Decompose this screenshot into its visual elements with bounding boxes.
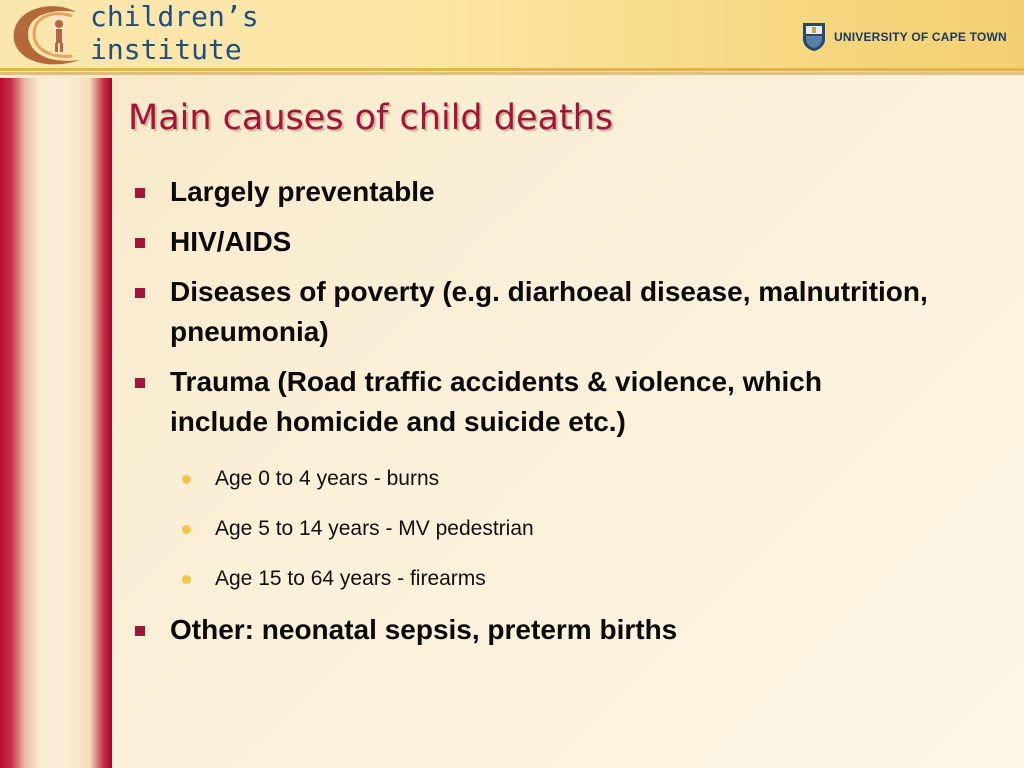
- sub-bullet-item: [132, 566, 992, 592]
- header-band: [0, 0, 1024, 72]
- bullet-list: [132, 172, 992, 650]
- bullet-text: Diseases of poverty (e.g. diarhoeal disease, malnutrition, pneumonia): [170, 276, 928, 347]
- slide-title: Main causes of child deaths: [128, 98, 614, 138]
- bullet-item: [132, 272, 930, 352]
- university-badge: [802, 22, 1007, 52]
- bullet-text: Trauma (Road traffic accidents & violence, which include homicide and suicide etc.): [170, 366, 822, 437]
- square-bullet-icon: [135, 288, 145, 298]
- round-bullet-icon: [182, 475, 191, 484]
- bullet-item: [132, 362, 910, 442]
- logo-line-1: children’s: [90, 0, 259, 33]
- bullet-text: Other: neonatal sepsis, preterm births: [170, 614, 678, 645]
- bullet-text: HIV/AIDS: [170, 226, 292, 257]
- round-bullet-icon: [182, 525, 191, 534]
- sub-bullet-item: [132, 516, 992, 542]
- logo-line-2: institute: [90, 33, 242, 66]
- bullet-text: Largely preventable: [170, 176, 435, 207]
- sub-bullet-text: Age 0 to 4 years - burns: [215, 467, 440, 490]
- sub-bullet-text: Age 5 to 14 years - MV pedestrian: [215, 517, 534, 540]
- square-bullet-icon: [135, 188, 145, 198]
- square-bullet-icon: [135, 626, 145, 636]
- square-bullet-icon: [135, 238, 145, 248]
- square-bullet-icon: [135, 378, 145, 388]
- bullet-item: [132, 172, 992, 212]
- sub-bullet-text: Age 15 to 64 years - firearms: [215, 567, 486, 590]
- university-name: UNIVERSITY OF CAPE TOWN: [834, 30, 1007, 44]
- logo-text: [90, 0, 259, 66]
- header-divider: [0, 68, 1024, 71]
- header-divider-shadow: [0, 72, 1024, 75]
- left-decorative-strip: [0, 78, 112, 768]
- sub-bullet-item: [132, 466, 992, 492]
- bullet-item: [132, 222, 992, 262]
- childrens-institute-logo-icon: [6, 2, 86, 68]
- uct-crest-icon: [802, 22, 826, 52]
- bullet-item: [132, 610, 992, 650]
- round-bullet-icon: [182, 575, 191, 584]
